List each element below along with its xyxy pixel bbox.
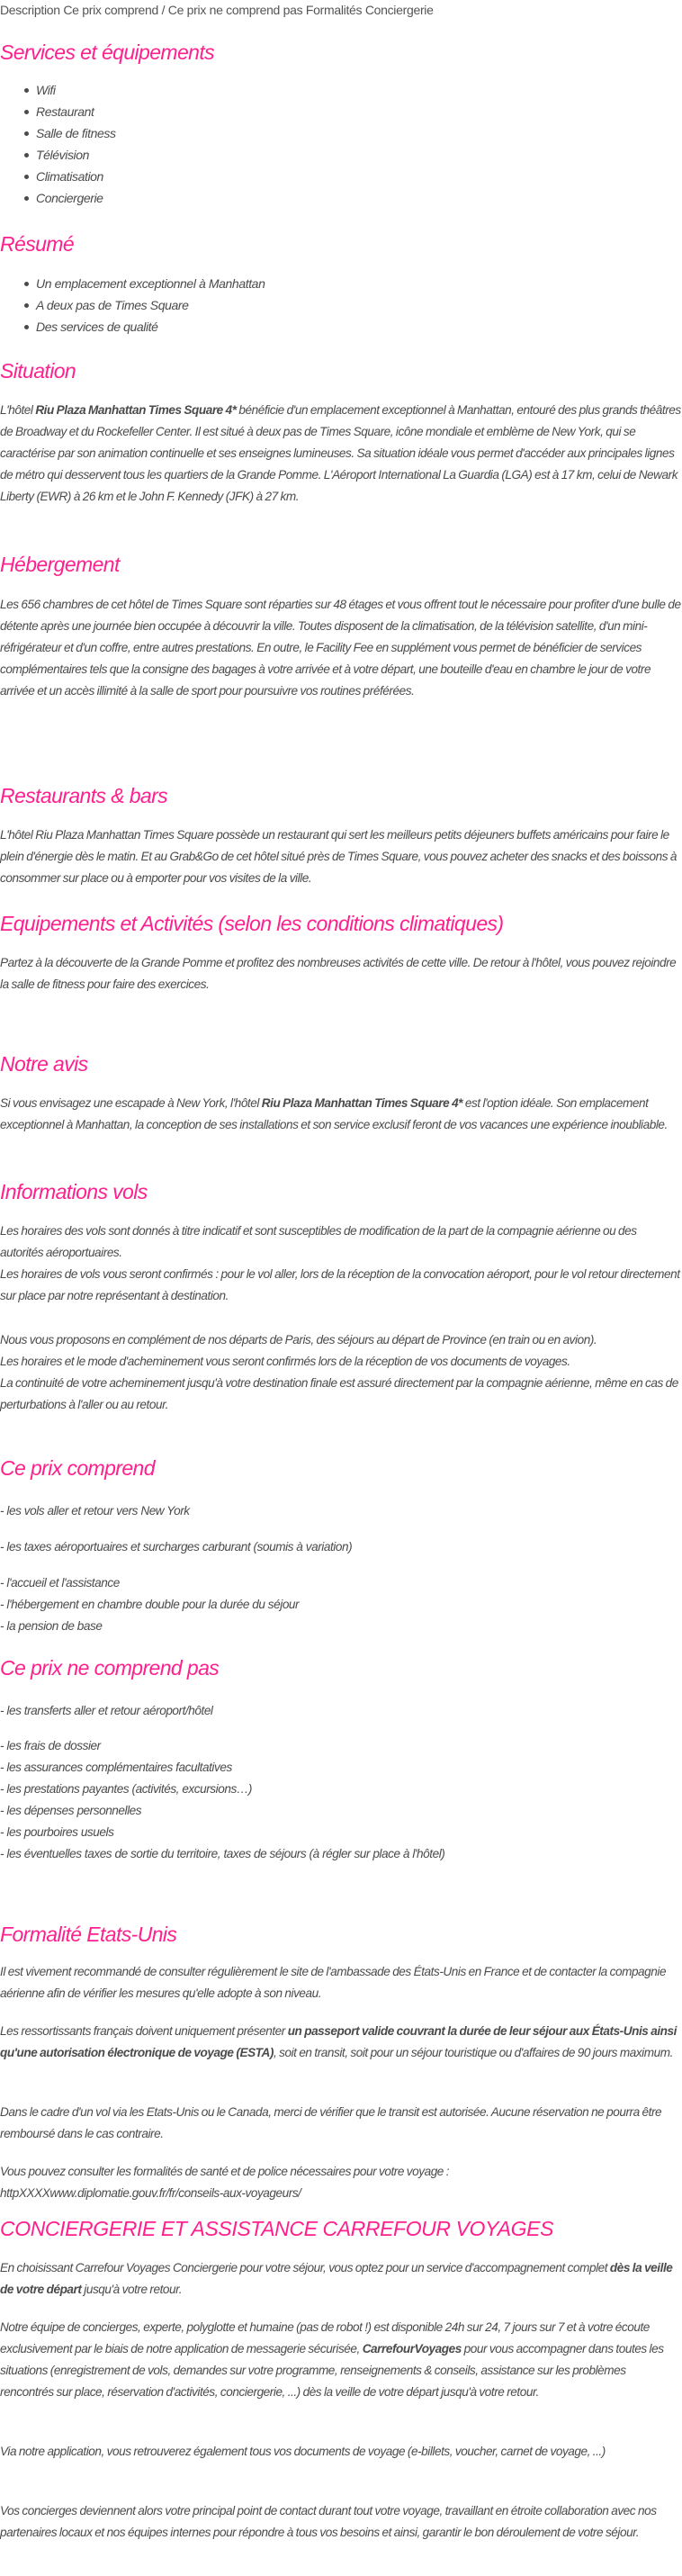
resume-list [0, 273, 265, 338]
list-item: Conciergerie [36, 187, 116, 209]
resume-heading: Résumé [0, 232, 75, 256]
hotel-name: Riu Plaza Manhattan Times Square 4* [35, 403, 237, 417]
formalite-heading: Formalité Etats-Unis [0, 1923, 177, 1946]
diplomatie-link[interactable]: httpXXXXwww.diplomatie.gouv.fr/fr/conseils-aux-voyageurs/ [0, 2186, 301, 2200]
conciergerie-text: Via notre application, vous retrouverez également tous vos documents de voyage (e-billets, voucher, carnet de voyage, ...) [0, 2445, 606, 2458]
list-item: Climatisation [36, 166, 116, 187]
list-item: - les transferts aller et retour aéroport/hôtel [0, 1704, 213, 1717]
formalite-text: Les ressortissants français doivent uniquement présenter un passeport valide couvrant la durée de leur séjour aux États-Unis ainsi qu'une autorisation électronique de voyage (ESTA), soit en transit, soit pour un séjour touristique ou d'affaires de 90 jours maximum. [0, 2024, 677, 2059]
formalite-text: Vous pouvez consulter les formalités de santé et de police nécessaires pour votre voyage : [0, 2165, 450, 2178]
list-item: - les assurances complémentaires facultatives [0, 1761, 232, 1774]
vols-heading: Informations vols [0, 1180, 148, 1203]
vols-text: Les horaires et le mode d'acheminement vous seront confirmés lors de la réception de vos documents de voyages. [0, 1355, 570, 1368]
list-item: - les pourboires usuels [0, 1825, 114, 1839]
conciergerie-text: Notre équipe de concierges, experte, polyglotte et humaine (pas de robot !) est disponible 24h sur 24, 7 jours sur 7 et à votre écoute exclusivement par le biais de notre application de messagerie sécurisée, CarrefourVoyages pour vous accompagner dans toutes les situations (enregistrement de vols, demandes sur votre programme, renseignements & conseils, assistance sur les problèmes rencontrés sur place, réservation d'activités, conciergerie, ...) dès la veille de votre départ jusqu'à votre retour. [0, 2320, 664, 2399]
passport-requirement: un passeport valide couvrant la durée de leur séjour aux États-Unis ainsi qu'une autorisation électronique de voyage (ESTA) [0, 2024, 677, 2059]
services-heading: Services et équipements [0, 41, 215, 64]
list-item: - les frais de dossier [0, 1739, 101, 1752]
list-item: - les dépenses personnelles [0, 1804, 142, 1817]
list-item: - les éventuelles taxes de sortie du territoire, taxes de séjours (à régler sur place à l'hôtel) [0, 1847, 445, 1860]
tab-conciergerie[interactable]: Conciergerie [364, 3, 434, 17]
conciergerie-text: En choisissant Carrefour Voyages Conciergerie pour votre séjour, vous optez pour un service d'accompagnement complet dès la veille de votre départ jusqu'à votre retour. [0, 2261, 673, 2296]
tab-bar [0, 1, 434, 19]
services-list [0, 79, 116, 209]
formalite-text: Il est vivement recommandé de consulter régulièrement le site de l'ambassade des États-Unis en France et de contacter la compagnie aérienne afin de vérifier les mesures qu'elle adopte à son niveau. [0, 1965, 667, 2000]
list-item: A deux pas de Times Square [36, 294, 265, 316]
vols-text: Nous vous proposons en complément de nos départs de Paris, des séjours au départ de Province (en train ou en avion). [0, 1333, 597, 1347]
list-item: Restaurant [36, 101, 116, 122]
vols-text: Les horaires de vols vous seront confirmés : pour le vol aller, lors de la réception de la convocation aéroport, pour le vol retour directement sur place par notre représentant à destination. [0, 1267, 680, 1302]
tab-description[interactable]: Description [0, 3, 64, 17]
comprend-heading: Ce prix comprend [0, 1456, 155, 1480]
list-item: Un emplacement exceptionnel à Manhattan [36, 273, 265, 294]
vols-text: La continuité de votre acheminement jusqu'à votre destination finale est assuré directement par la compagnie aérienne, même en cas de perturbations à l'aller ou au retour. [0, 1376, 678, 1411]
tab-prix[interactable]: Ce prix comprend / Ce prix ne comprend pas [63, 3, 306, 17]
list-item: - l'hébergement en chambre double pour la durée du séjour [0, 1598, 300, 1611]
equipements-heading: Equipements et Activités (selon les conditions climatiques) [0, 912, 504, 935]
situation-text: L'hôtel Riu Plaza Manhattan Times Square 4* bénéficie d'un emplacement exceptionnel à Manhattan, entouré des plus grands théâtres de Broadway et du Rockefeller Center. Il est situé à deux pas de Times Square, icône mondiale et emblème de New York, qui se caractérise par son animation continuelle et ses enseignes lumineuses. Sa situation idéale vous permet d'accéder aux principales lignes de métro qui desservent tous les quartiers de la Grande Pomme. L'Aéroport International La Guardia (LGA) est à 17 km, celui de Newark Liberty (EWR) à 26 km et le John F. Kennedy (JFK) à 27 km. [0, 403, 681, 503]
list-item: Télévision [36, 144, 116, 166]
ne-comprend-heading: Ce prix ne comprend pas [0, 1656, 220, 1680]
avis-heading: Notre avis [0, 1052, 88, 1076]
restaurants-heading: Restaurants & bars [0, 784, 168, 807]
equipements-text: Partez à la découverte de la Grande Pomme et profitez des nombreuses activités de cette ville. De retour à l'hôtel, vous pouvez rejoindre la salle de fitness pour faire des exercices. [0, 956, 677, 991]
list-item: - la pension de base [0, 1619, 103, 1633]
conciergerie-heading: CONCIERGERIE ET ASSISTANCE CARREFOUR VOYAGES [0, 2217, 554, 2240]
restaurants-text: L'hôtel Riu Plaza Manhattan Times Square possède un restaurant qui sert les meilleurs petits déjeuners buffets américains pour faire le plein d'énergie dès le matin. Et au Grab&Go de cet hôtel situé près de Times Square, vous pouvez acheter des snacks et des boissons à consommer sur place ou à emporter pour vos visites de la ville. [0, 828, 678, 885]
formalite-links [0, 2161, 682, 2204]
hotel-name: Riu Plaza Manhattan Times Square 4* [261, 1096, 463, 1110]
list-item: - les taxes aéroportuaires et surcharges carburant (soumis à variation) [0, 1540, 353, 1554]
vols-text: Les horaires des vols sont donnés à titre indicatif et sont susceptibles de modification de la part de la compagnie aérienne ou des autorités aéroportuaires. [0, 1224, 637, 1259]
vols-block-2 [0, 1329, 682, 1416]
list-item: - les vols aller et retour vers New York [0, 1504, 190, 1518]
avis-text: Si vous envisagez une escapade à New York, l'hôtel Riu Plaza Manhattan Times Square 4* est l'option idéale. Son emplacement exceptionnel à Manhattan, la conception de ses installations et son service exclusif feront de vos vacances une expérience inoubliable. [0, 1096, 668, 1131]
list-item: Salle de fitness [36, 122, 116, 144]
list-item: - les prestations payantes (activités, excursions…) [0, 1782, 253, 1796]
list-item: - l'accueil et l'assistance [0, 1576, 120, 1590]
formalite-text: Dans le cadre d'un vol via les Etats-Unis ou le Canada, merci de vérifier que le transit est autorisée. Aucune réservation ne pourra être remboursé dans le cas contraire. [0, 2105, 662, 2140]
list-item: Des services de qualité [36, 316, 265, 338]
vols-block-1 [0, 1220, 682, 1307]
app-name: CarrefourVoyages [362, 2342, 462, 2355]
list-item: Wifi [36, 79, 116, 101]
hebergement-heading: Hébergement [0, 553, 120, 576]
hebergement-text: Les 656 chambres de cet hôtel de Times Square sont réparties sur 48 étages et vous offrent tout le nécessaire pour profiter d'une bulle de détente après une journée bien occupée à découvrir la ville. Toutes disposent de la climatisation, de la télévision satellite, d'un mini-réfrigérateur et d'un coffre, entre autres prestations. En outre, le Facility Fee en supplément vous permet de bénéficier de services complémentaires tels que la consigne des bagages à votre arrivée et à votre départ, une bouteille d'eau en chambre le jour de votre arrivée et un accès illimité à la salle de sport pour poursuivre vos routines préférées. [0, 598, 681, 698]
tab-formalites[interactable]: Formalités [305, 3, 365, 17]
situation-heading: Situation [0, 359, 76, 383]
conciergerie-text: Vos concierges deviennent alors votre principal point de contact durant tout votre voyage, travaillant en étroite collaboration avec nos partenaires locaux et nos équipes internes pour répondre à tous vos besoins et ainsi, garantir le bon déroulement de votre séjour. [0, 2504, 657, 2539]
